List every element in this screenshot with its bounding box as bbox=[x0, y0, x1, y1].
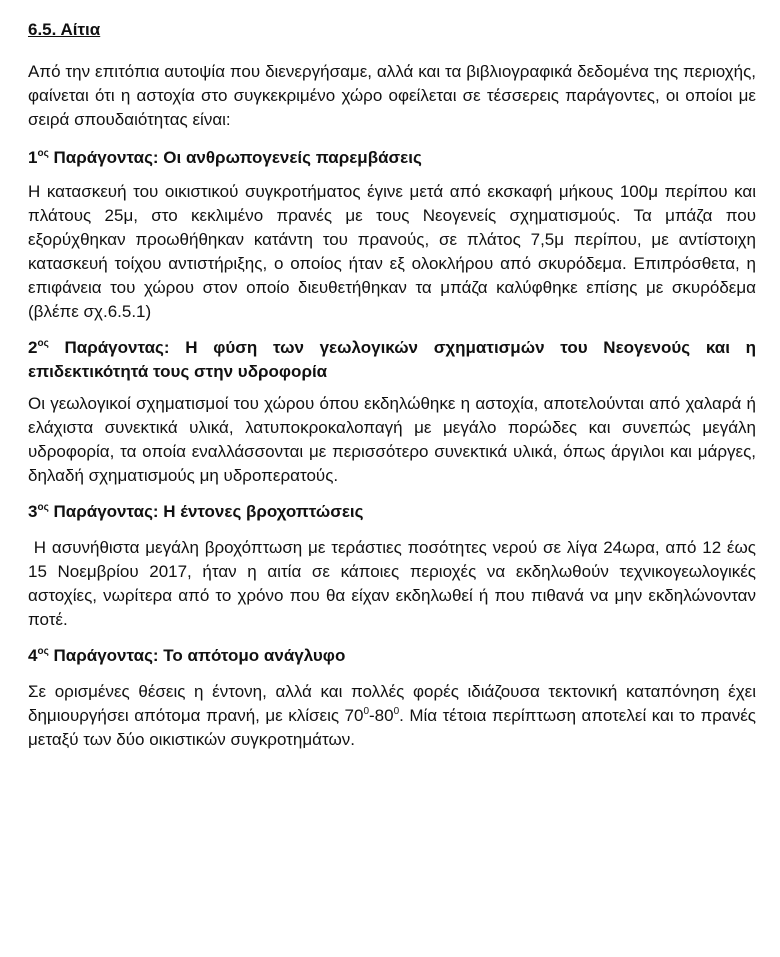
degree-superscript: 0 bbox=[393, 706, 400, 717]
factor-heading bbox=[28, 644, 756, 668]
factor-title: Παράγοντας: Η φύση των γεωλογικών σχηματισμών του Νεογενούς και η επιδεκτικότητά τους στην υδροφορία bbox=[28, 338, 756, 381]
factor-3 bbox=[28, 500, 761, 632]
factor-ordinal: ος bbox=[37, 338, 49, 349]
factor-heading bbox=[28, 500, 756, 524]
factor-number: 1 bbox=[28, 148, 38, 167]
factor-text-end: . Μία τέτοια περίπτωση αποτελεί και το πρανές μεταξύ των δύο οικιστικών συγκροτημάτων. bbox=[28, 706, 756, 749]
factor-2 bbox=[28, 336, 756, 488]
factor-text: Η κατασκευή του οικιστικού συγκροτήματος έγινε μετά από εκσκαφή μήκους 100μ περίπου και πλάτους 25μ, στο κεκλιμένο πρανές με τους Νεογενείς σχηματισμούς. Τα μπάζα που εξορύχθηκαν προωθήθηκαν κατάντη του πρανούς, σε πλάτος 7,5μ περίπου, με αντίστοιχη κατασκευή τοίχου αντιστήριξης, ο οποίος ήταν εξ ολοκλήρου από σκυρόδεμα. Επιπρόσθετα, η επιφάνεια του χώρου στον οποίο διευθετήθηκαν τα μπάζα καλύφθηκε επίσης με σκυρόδεμα (βλέπε σχ.6.5.1) bbox=[28, 182, 756, 321]
factor-heading bbox=[28, 146, 756, 170]
factor-title: Παράγοντας: Οι ανθρωπογενείς παρεμβάσεις bbox=[53, 148, 422, 167]
factor-title: Παράγοντας: Η έντονες βροχοπτώσεις bbox=[53, 502, 364, 521]
factor-1 bbox=[28, 146, 756, 324]
factor-title: Παράγοντας: Το απότομο ανάγλυφο bbox=[53, 646, 346, 665]
factor-ordinal: ος bbox=[37, 646, 49, 657]
factor-ordinal: ος bbox=[37, 502, 49, 513]
factor-text: Η ασυνήθιστα μεγάλη βροχόπτωση με τεράστιες ποσότητες νερού σε λίγα 24ωρα, από 12 έως 15 Νοεμβρίου 2017, ήταν η αιτία σε κάποιες περιοχές να εκδηλωθούν τεχνικογεωλογικές αστοχίες, νωρίτερα από το χρόνο που θα είχαν εκδηλωθεί ή που πιθανά να μην εκδηλώνονταν ποτέ. bbox=[28, 538, 761, 629]
factor-number: 4 bbox=[28, 646, 38, 665]
factor-ordinal: ος bbox=[37, 148, 49, 159]
factor-text: Οι γεωλογικοί σχηματισμοί του χώρου όπου εκδηλώθηκε η αστοχία, αποτελούνται από χαλαρά ή ελάχιστα συνεκτικά υλικά, λατυποκροκαλοπαγή με μεγάλο πορώδες και συνεπώς μεγάλη υδροφορία, τα οποία εναλλάσσονται με περισσότερο συνεκτικά υλικά, όπως άργιλοι και μάργες, δηλαδή σχηματισμούς μη υδροπερατούς. bbox=[28, 394, 756, 485]
degree-superscript: 0 bbox=[363, 706, 369, 717]
factor-text-range: -80 bbox=[369, 706, 394, 725]
factor-text bbox=[28, 680, 756, 752]
factor-number: 2 bbox=[28, 338, 38, 357]
intro-paragraph: Από την επιτόπια αυτοψία που διενεργήσαμε, αλλά και τα βιβλιογραφικά δεδομένα της περιοχής, φαίνεται ότι η αστοχία στο συγκεκριμένο χώρο οφείλεται σε τέσσερεις παράγοντες, οι οποίοι με σειρά σπουδαιότητας είναι: bbox=[28, 62, 756, 129]
document-page bbox=[28, 18, 761, 764]
factor-text-start: Σε ορισμένες θέσεις η έντονη, αλλά και πολλές φορές ιδιάζουσα τεκτονική καταπόνηση έχει δημιουργήσει απότομα πρανή, με κλίσεις 70 bbox=[28, 682, 756, 725]
factor-4 bbox=[28, 644, 756, 752]
factor-heading bbox=[28, 336, 756, 384]
section-title: 6.5. Αίτια bbox=[28, 20, 101, 39]
factor-number: 3 bbox=[28, 502, 38, 521]
